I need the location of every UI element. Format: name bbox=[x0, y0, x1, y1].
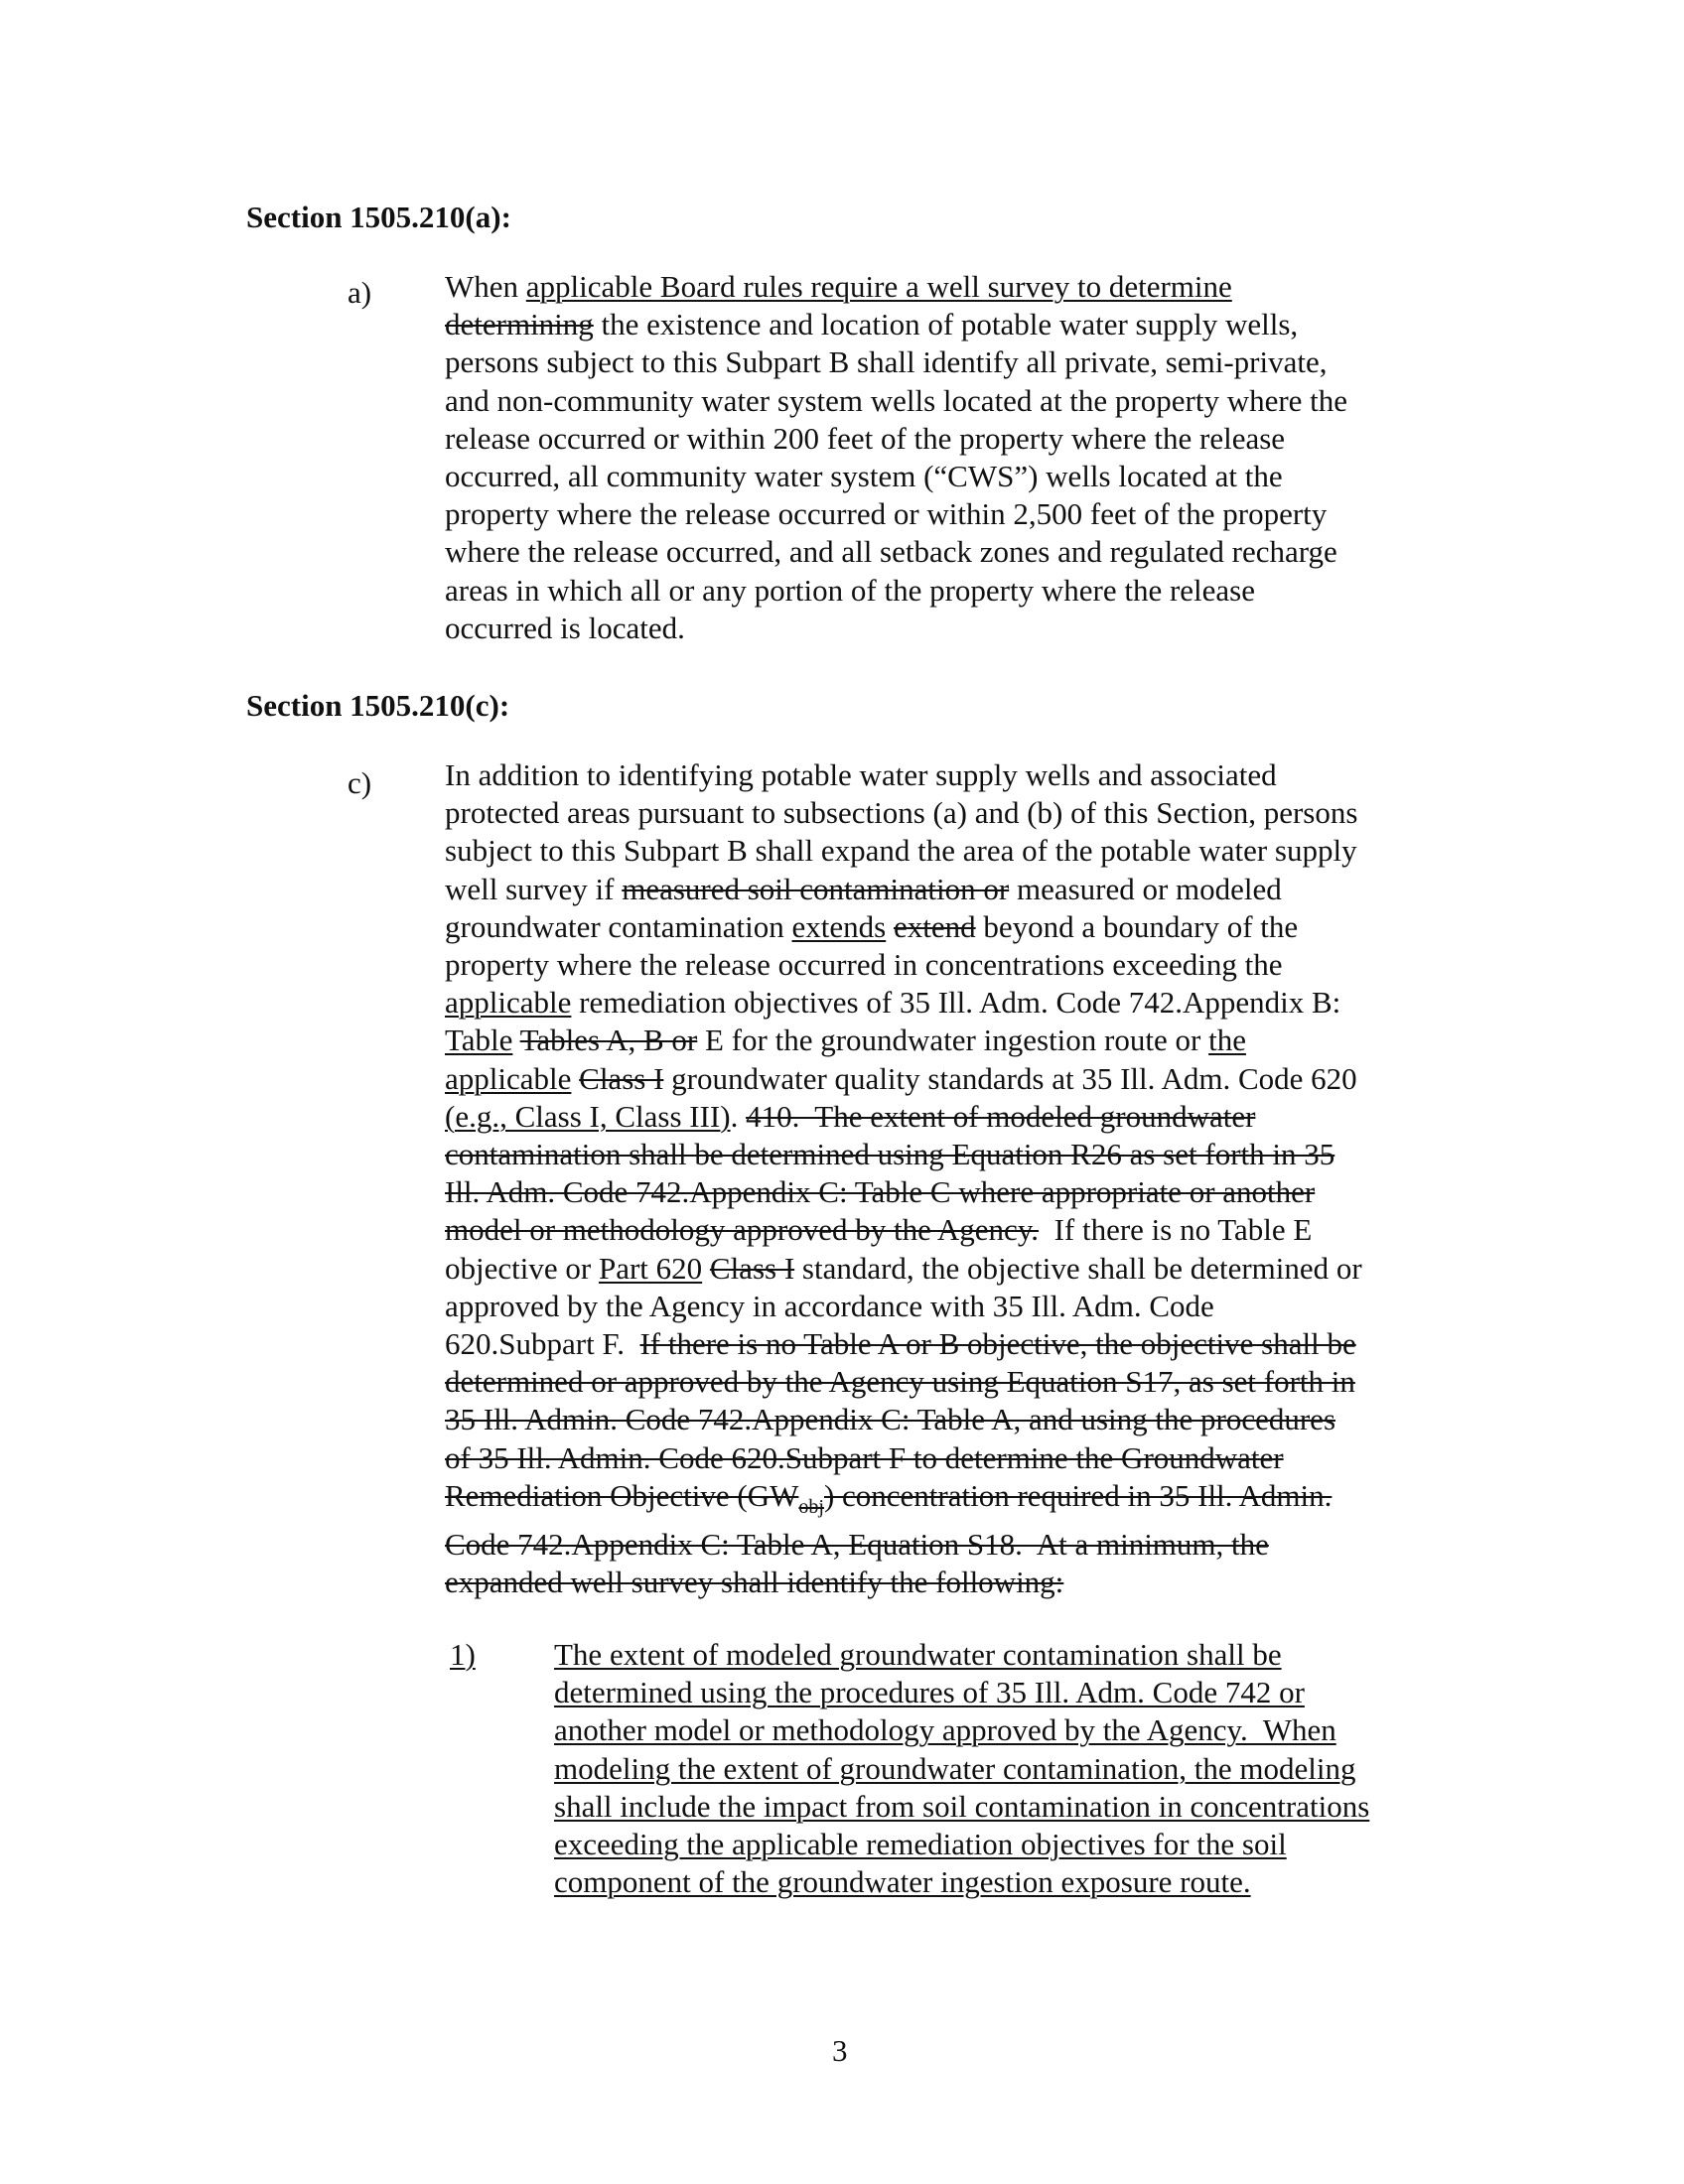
text-line bbox=[445, 572, 1347, 610]
subsection-c-paragraph bbox=[445, 756, 1362, 1602]
text-line bbox=[445, 908, 1362, 946]
subsection-1-line: modeling the extent of groundwater contamination, the modeling bbox=[554, 1750, 1356, 1786]
inserted-text: applicable Board rules require a well survey to determine bbox=[525, 269, 1232, 304]
text-line bbox=[445, 1401, 1362, 1438]
text-run: subject to this Subpart B shall expand the area of the potable water supply bbox=[445, 833, 1357, 869]
text-run: release occurred or within 200 feet of the property where the release bbox=[445, 420, 1286, 456]
deleted-text: Ill. Adm. Code 742.Appendix C: Table C where appropriate or another bbox=[445, 1174, 1316, 1210]
text-line bbox=[445, 1439, 1362, 1477]
text-run: where the release occurred, and all setback zones and regulated recharge bbox=[445, 534, 1337, 570]
text-run: E for the groundwater ingestion route or bbox=[697, 1023, 1209, 1058]
text-line bbox=[445, 268, 1347, 306]
inserted-text: the bbox=[1208, 1023, 1246, 1058]
text-run: areas in which all or any portion of the property where the release bbox=[445, 572, 1256, 608]
text-line bbox=[445, 871, 1362, 908]
subsection-1-line: another model or methodology approved by the Agency. When bbox=[554, 1712, 1336, 1748]
text-line bbox=[445, 533, 1347, 571]
text-line bbox=[445, 1098, 1362, 1136]
inserted-text: applicable bbox=[445, 985, 572, 1021]
inserted-text: extends bbox=[791, 908, 887, 944]
deleted-text: Remediation Objective (GW bbox=[445, 1477, 799, 1513]
inserted-text: (e.g., Class I, Class III) bbox=[445, 1098, 731, 1134]
inserted-text: applicable bbox=[445, 1060, 572, 1096]
text-line bbox=[445, 984, 1362, 1022]
text-line bbox=[445, 832, 1362, 870]
text-run: beyond a boundary of the bbox=[975, 908, 1299, 944]
section-1505-210-c-heading: Section 1505.210(c): bbox=[246, 688, 510, 723]
text-run: and non-community water system wells located at the property where the bbox=[445, 382, 1348, 418]
deleted-text: Class I bbox=[579, 1060, 664, 1096]
deleted-text: extend bbox=[893, 908, 976, 944]
text-line bbox=[445, 1060, 1362, 1098]
text-line bbox=[445, 420, 1347, 458]
text-line bbox=[445, 495, 1347, 533]
subsection-1-line: shall include the impact from soil contamination in concentrations bbox=[554, 1788, 1370, 1824]
text-line bbox=[445, 1526, 1362, 1564]
text-line bbox=[445, 306, 1347, 343]
text-run bbox=[512, 1023, 519, 1057]
deleted-text: Tables A, B or bbox=[519, 1023, 698, 1058]
subsection-a-paragraph bbox=[445, 268, 1347, 647]
text-run: groundwater quality standards at 35 Ill. Adm. Code 620 bbox=[663, 1060, 1357, 1096]
subsection-c-marker: c) bbox=[348, 765, 372, 800]
deleted-text: Class I bbox=[709, 1250, 795, 1286]
text-line bbox=[445, 1288, 1362, 1325]
text-line bbox=[445, 1022, 1362, 1059]
text-line bbox=[445, 756, 1362, 794]
text-line bbox=[445, 1173, 1362, 1211]
text-line bbox=[445, 382, 1347, 420]
text-line bbox=[445, 946, 1362, 984]
text-run: the existence and location of potable water supply wells, bbox=[593, 307, 1299, 342]
text-run: approved by the Agency in accordance with 35 Ill. Adm. Code bbox=[445, 1288, 1214, 1323]
deleted-text: 410. The extent of modeled groundwater bbox=[746, 1098, 1256, 1134]
text-line bbox=[445, 1363, 1362, 1401]
text-run: occurred is located. bbox=[445, 610, 685, 645]
text-run: property where the release occurred in concentrations exceeding the bbox=[445, 947, 1283, 983]
deleted-text: If there is no Table A or B objective, the objective shall be bbox=[639, 1326, 1356, 1362]
text-line bbox=[445, 794, 1362, 832]
deleted-text: obj bbox=[798, 1496, 824, 1519]
text-run: well survey if bbox=[445, 871, 623, 906]
text-run: If there is no Table E bbox=[1039, 1212, 1313, 1248]
text-line bbox=[445, 1211, 1362, 1249]
deleted-text: determined or approved by the Agency using Equation S17, as set forth in bbox=[445, 1364, 1355, 1400]
deleted-text: Code 742.Appendix C: Table A, Equation S18. At a minimum, the bbox=[445, 1527, 1269, 1563]
text-run bbox=[571, 1061, 579, 1096]
text-run: remediation objectives of 35 Ill. Adm. Code 742.Appendix B: bbox=[571, 985, 1341, 1021]
text-line bbox=[445, 1477, 1362, 1526]
text-line bbox=[445, 1564, 1362, 1601]
deleted-text: determining bbox=[445, 307, 594, 342]
text-run: standard, the objective shall be determined or bbox=[794, 1250, 1362, 1286]
text-line bbox=[445, 458, 1347, 495]
text-line bbox=[445, 1136, 1362, 1173]
deleted-text: contamination shall be determined using Equation R26 as set forth in 35 bbox=[445, 1137, 1335, 1172]
text-run: property where the release occurred or within 2,500 feet of the property bbox=[445, 496, 1328, 532]
deleted-text: 35 Ill. Admin. Code 742.Appendix C: Table A, and using the procedures bbox=[445, 1402, 1336, 1437]
text-line bbox=[445, 1325, 1362, 1363]
text-line bbox=[445, 610, 1347, 647]
text-line bbox=[445, 1250, 1362, 1288]
text-line bbox=[445, 343, 1347, 381]
deleted-text: of 35 Ill. Admin. Code 620.Subpart F to determine the Groundwater bbox=[445, 1439, 1284, 1475]
text-run: When bbox=[445, 269, 526, 304]
deleted-text: model or methodology approved by the Agency. bbox=[445, 1212, 1040, 1248]
deleted-text: ) concentration required in 35 Ill. Admin. bbox=[823, 1477, 1333, 1513]
deleted-text: measured soil contamination or bbox=[622, 871, 1010, 906]
section-1505-210-a-heading: Section 1505.210(a): bbox=[246, 200, 511, 234]
text-run bbox=[702, 1251, 710, 1286]
subsection-a-marker: a) bbox=[348, 275, 372, 310]
subsection-1-line: component of the groundwater ingestion exposure route. bbox=[554, 1864, 1251, 1900]
text-run: persons subject to this Subpart B shall identify all private, semi-private, bbox=[445, 344, 1328, 380]
subsection-1-line: exceeding the applicable remediation objectives for the soil bbox=[554, 1827, 1287, 1862]
inserted-text: Part 620 bbox=[598, 1250, 703, 1286]
inserted-text: Table bbox=[445, 1023, 513, 1058]
text-run: objective or bbox=[445, 1250, 599, 1286]
text-run: 620.Subpart F. bbox=[445, 1326, 640, 1362]
subsection-1-marker: 1) bbox=[450, 1637, 476, 1672]
text-run: occurred, all community water system (“CWS”) wells located at the bbox=[445, 459, 1283, 494]
text-run: In addition to identifying potable water supply wells and associated bbox=[445, 757, 1277, 792]
page-number: 3 bbox=[832, 2033, 848, 2068]
deleted-text: expanded well survey shall identify the following: bbox=[445, 1565, 1064, 1600]
text-run: protected areas pursuant to subsections (a) and (b) of this Section, persons bbox=[445, 795, 1358, 831]
text-run: . bbox=[730, 1098, 747, 1134]
text-run: groundwater contamination bbox=[445, 908, 792, 944]
text-run bbox=[886, 909, 894, 944]
subsection-1-line: determined using the procedures of 35 Ill. Adm. Code 742 or bbox=[554, 1675, 1305, 1710]
subsection-1-paragraph bbox=[450, 1636, 1369, 1901]
subsection-1-line: The extent of modeled groundwater contamination shall be bbox=[554, 1637, 1282, 1672]
text-run: measured or modeled bbox=[1009, 871, 1282, 906]
